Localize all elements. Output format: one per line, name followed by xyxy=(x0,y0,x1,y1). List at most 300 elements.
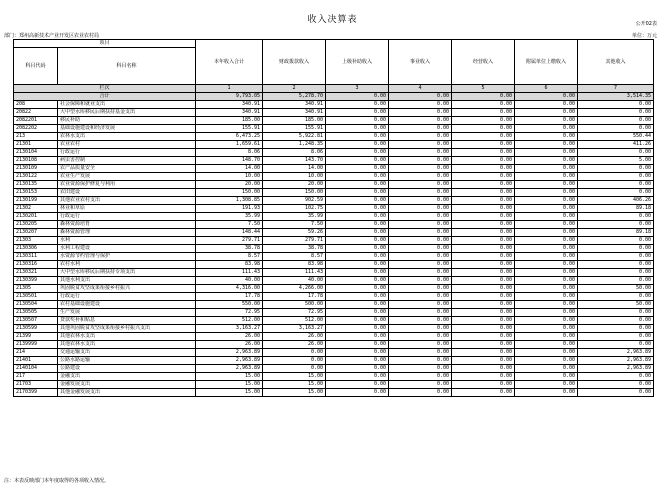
row-value: 0.00 xyxy=(452,189,515,197)
row-value: 26.00 xyxy=(263,341,326,349)
row-name: 其他农林水支出 xyxy=(58,341,196,349)
row-value: 0.00 xyxy=(326,309,389,317)
total-label: 合计 xyxy=(14,93,196,101)
row-name: 森林资源管理 xyxy=(58,229,196,237)
row-value: 0.00 xyxy=(326,141,389,149)
row-value: 155.91 xyxy=(263,125,326,133)
row-value: 0.00 xyxy=(515,293,578,301)
row-value: 59.26 xyxy=(263,229,326,237)
row-value: 0.00 xyxy=(578,389,654,397)
row-code: 2130399 xyxy=(14,277,58,285)
row-value: 0.00 xyxy=(452,285,515,293)
row-name: 病虫害控制 xyxy=(58,157,196,165)
row-value: 15.00 xyxy=(263,381,326,389)
row-value: 0.00 xyxy=(389,285,452,293)
row-value: 150.00 xyxy=(263,189,326,197)
row-code: 2130306 xyxy=(14,245,58,253)
row-value: 150.00 xyxy=(196,189,263,197)
row-value: 0.00 xyxy=(452,237,515,245)
row-value: 0.00 xyxy=(578,181,654,189)
table-row xyxy=(14,141,654,149)
row-name: 水利 xyxy=(58,237,196,245)
row-value: 0.00 xyxy=(578,221,654,229)
row-value: 0.00 xyxy=(389,213,452,221)
row-name: 农业生产发展 xyxy=(58,173,196,181)
row-name: 交通运输支出 xyxy=(58,349,196,357)
row-code: 214 xyxy=(14,349,58,357)
row-value: 0.00 xyxy=(452,277,515,285)
row-value: 0.00 xyxy=(578,173,654,181)
row-value: 102.75 xyxy=(263,205,326,213)
row-value: 0.00 xyxy=(389,317,452,325)
row-value: 0.00 xyxy=(515,389,578,397)
table-row xyxy=(14,189,654,197)
col-num: 1 xyxy=(196,85,263,93)
row-value: 0.00 xyxy=(515,285,578,293)
table-row xyxy=(14,317,654,325)
row-value: 0.00 xyxy=(515,141,578,149)
row-value: 15.00 xyxy=(263,389,326,397)
row-name: 农村基础设施建设 xyxy=(58,301,196,309)
row-value: 0.00 xyxy=(389,229,452,237)
row-name: 农业资源保护修复与利用 xyxy=(58,181,196,189)
row-value: 0.00 xyxy=(578,117,654,125)
row-value: 0.00 xyxy=(452,373,515,381)
table-row xyxy=(14,285,654,293)
row-value: 0.00 xyxy=(452,229,515,237)
row-value: 15.00 xyxy=(196,381,263,389)
row-value: 0.00 xyxy=(578,149,654,157)
row-value: 8.06 xyxy=(196,149,263,157)
row-value: 0.00 xyxy=(389,181,452,189)
row-value: 89.18 xyxy=(578,205,654,213)
row-value: 191.93 xyxy=(196,205,263,213)
header-col-affiliated: 附属单位上缴收入 xyxy=(515,40,578,85)
row-code: 21303 xyxy=(14,237,58,245)
header-code: 科目代码 xyxy=(14,48,58,85)
row-value: 0.00 xyxy=(452,165,515,173)
row-value: 0.00 xyxy=(389,189,452,197)
row-value: 0.00 xyxy=(326,213,389,221)
row-value: 83.98 xyxy=(263,261,326,269)
row-value: 0.00 xyxy=(578,293,654,301)
row-value: 0.00 xyxy=(452,109,515,117)
header-col-superior: 上级补助收入 xyxy=(326,40,389,85)
row-value: 0.00 xyxy=(452,221,515,229)
table-row xyxy=(14,349,654,357)
row-value: 0.00 xyxy=(578,325,654,333)
header-col-total: 本年收入合计 xyxy=(196,40,263,85)
row-code: 2170399 xyxy=(14,389,58,397)
row-value: 111.43 xyxy=(263,269,326,277)
row-value: 0.00 xyxy=(326,133,389,141)
row-value: 0.00 xyxy=(326,109,389,117)
row-value: 0.00 xyxy=(263,357,326,365)
row-value: 0.00 xyxy=(515,309,578,317)
row-code: 2130501 xyxy=(14,293,58,301)
row-value: 406.26 xyxy=(578,197,654,205)
row-value: 0.00 xyxy=(452,101,515,109)
row-value: 0.00 xyxy=(515,373,578,381)
row-value: 0.00 xyxy=(578,253,654,261)
row-value: 40.00 xyxy=(196,277,263,285)
row-code: 21399 xyxy=(14,333,58,341)
row-value: 185.00 xyxy=(196,117,263,125)
row-name: 生产发展 xyxy=(58,309,196,317)
col-num: 5 xyxy=(452,85,515,93)
row-value: 0.00 xyxy=(452,117,515,125)
row-value: 0.00 xyxy=(452,141,515,149)
row-value: 0.00 xyxy=(578,125,654,133)
row-name: 农林水支出 xyxy=(58,133,196,141)
row-value: 148.70 xyxy=(196,157,263,165)
row-value: 7.50 xyxy=(196,221,263,229)
table-row xyxy=(14,109,654,117)
row-value: 40.00 xyxy=(263,277,326,285)
row-value: 0.00 xyxy=(389,141,452,149)
row-code: 2130321 xyxy=(14,269,58,277)
row-value: 0.00 xyxy=(578,165,654,173)
row-value: 0.00 xyxy=(389,157,452,165)
row-code: 2130507 xyxy=(14,317,58,325)
total-value: 3,514.35 xyxy=(578,93,654,101)
table-row xyxy=(14,341,654,349)
row-value: 411.26 xyxy=(578,141,654,149)
row-value: 0.00 xyxy=(452,317,515,325)
row-value: 0.00 xyxy=(578,373,654,381)
row-value: 0.00 xyxy=(515,109,578,117)
row-name: 行政运行 xyxy=(58,293,196,301)
row-value: 0.00 xyxy=(326,205,389,213)
row-value: 4,266.00 xyxy=(263,285,326,293)
row-value: 0.00 xyxy=(326,341,389,349)
row-value: 512.00 xyxy=(263,317,326,325)
table-row xyxy=(14,301,654,309)
row-value: 35.99 xyxy=(263,213,326,221)
row-value: 0.00 xyxy=(326,125,389,133)
row-value: 148.44 xyxy=(196,229,263,237)
row-code: 2130135 xyxy=(14,181,58,189)
table-row xyxy=(14,325,654,333)
row-value: 0.00 xyxy=(515,349,578,357)
row-value: 0.00 xyxy=(326,157,389,165)
row-code: 20822 xyxy=(14,109,58,117)
row-value: 6,473.25 xyxy=(196,133,263,141)
row-value: 35.99 xyxy=(196,213,263,221)
row-value: 0.00 xyxy=(515,189,578,197)
row-value: 340.91 xyxy=(196,109,263,117)
row-code: 2140104 xyxy=(14,365,58,373)
row-value: 0.00 xyxy=(578,189,654,197)
row-name: 贷款奖补和贴息 xyxy=(58,317,196,325)
row-value: 1,659.61 xyxy=(196,141,263,149)
row-value: 0.00 xyxy=(578,333,654,341)
row-value: 0.00 xyxy=(389,301,452,309)
row-value: 26.00 xyxy=(263,333,326,341)
row-value: 10.00 xyxy=(196,173,263,181)
row-value: 0.00 xyxy=(515,301,578,309)
table-row xyxy=(14,277,654,285)
row-code: 21401 xyxy=(14,357,58,365)
row-value: 26.00 xyxy=(196,341,263,349)
row-value: 10.00 xyxy=(263,173,326,181)
row-value: 0.00 xyxy=(389,221,452,229)
row-value: 0.00 xyxy=(452,205,515,213)
row-value: 0.00 xyxy=(515,341,578,349)
row-value: 340.91 xyxy=(263,101,326,109)
row-value: 0.00 xyxy=(326,269,389,277)
col-num: 4 xyxy=(389,85,452,93)
row-value: 0.00 xyxy=(452,325,515,333)
row-name: 其他水利支出 xyxy=(58,277,196,285)
row-code: 2130109 xyxy=(14,165,58,173)
row-value: 8.57 xyxy=(196,253,263,261)
header-name: 科目名称 xyxy=(58,48,196,85)
row-value: 0.00 xyxy=(326,237,389,245)
row-value: 512.00 xyxy=(196,317,263,325)
row-value: 0.00 xyxy=(578,341,654,349)
row-value: 0.00 xyxy=(515,277,578,285)
row-value: 0.00 xyxy=(452,293,515,301)
row-name: 水资源节约管理与保护 xyxy=(58,253,196,261)
row-code: 2130207 xyxy=(14,229,58,237)
row-value: 0.00 xyxy=(452,381,515,389)
row-name: 公路水路运输 xyxy=(58,357,196,365)
row-name: 大中型水库移民后期扶持基金支出 xyxy=(58,109,196,117)
row-code: 2130505 xyxy=(14,309,58,317)
row-value: 0.00 xyxy=(452,133,515,141)
row-value: 0.00 xyxy=(389,165,452,173)
row-code: 2130599 xyxy=(14,325,58,333)
table-row xyxy=(14,229,654,237)
row-value: 0.00 xyxy=(326,293,389,301)
row-value: 0.00 xyxy=(515,125,578,133)
row-value: 0.00 xyxy=(578,309,654,317)
row-code: 2082202 xyxy=(14,125,58,133)
row-value: 0.00 xyxy=(578,101,654,109)
department-label: 部门：郑州高新技术产业开发区农业农村局 xyxy=(4,33,100,39)
income-table xyxy=(13,39,654,397)
total-value: 5,278.70 xyxy=(263,93,326,101)
row-code: 2130153 xyxy=(14,189,58,197)
row-value: 902.59 xyxy=(263,197,326,205)
table-row xyxy=(14,101,654,109)
row-code: 208 xyxy=(14,101,58,109)
col-num: 7 xyxy=(578,85,654,93)
table-row xyxy=(14,381,654,389)
row-value: 8.57 xyxy=(263,253,326,261)
row-value: 38.78 xyxy=(196,245,263,253)
table-row xyxy=(14,213,654,221)
row-value: 0.00 xyxy=(452,333,515,341)
row-name: 移民补助 xyxy=(58,117,196,125)
row-code: 2139999 xyxy=(14,341,58,349)
table-row xyxy=(14,389,654,397)
row-code: 2130199 xyxy=(14,197,58,205)
header-col-label: 栏次 xyxy=(14,85,196,93)
row-value: 0.00 xyxy=(515,357,578,365)
row-value: 0.00 xyxy=(578,277,654,285)
row-value: 0.00 xyxy=(263,349,326,357)
row-value: 0.00 xyxy=(326,165,389,173)
row-value: 0.00 xyxy=(515,253,578,261)
row-code: 21301 xyxy=(14,141,58,149)
row-name: 林业和草原 xyxy=(58,205,196,213)
row-code: 2130104 xyxy=(14,149,58,157)
row-value: 0.00 xyxy=(389,101,452,109)
row-value: 0.00 xyxy=(515,365,578,373)
table-row xyxy=(14,253,654,261)
row-value: 0.00 xyxy=(326,117,389,125)
row-value: 0.00 xyxy=(389,237,452,245)
row-value: 550.00 xyxy=(196,301,263,309)
row-value: 15.00 xyxy=(196,373,263,381)
header-col-operating: 经营收入 xyxy=(452,40,515,85)
row-value: 0.00 xyxy=(389,173,452,181)
row-value: 0.00 xyxy=(578,317,654,325)
row-name: 其他巩固脱贫攻坚成果衔接乡村振兴支出 xyxy=(58,325,196,333)
table-row xyxy=(14,173,654,181)
row-value: 0.00 xyxy=(515,101,578,109)
row-name: 金融发展支出 xyxy=(58,381,196,389)
row-value: 0.00 xyxy=(452,341,515,349)
row-value: 0.00 xyxy=(326,277,389,285)
row-code: 21302 xyxy=(14,205,58,213)
row-code: 2082201 xyxy=(14,117,58,125)
row-name: 农产品质量安全 xyxy=(58,165,196,173)
row-value: 14.00 xyxy=(263,165,326,173)
row-value: 279.71 xyxy=(263,237,326,245)
row-value: 20.00 xyxy=(263,181,326,189)
row-value: 0.00 xyxy=(452,389,515,397)
row-value: 2,963.89 xyxy=(578,349,654,357)
row-value: 8.06 xyxy=(263,149,326,157)
row-value: 2,963.89 xyxy=(196,349,263,357)
row-value: 0.00 xyxy=(515,149,578,157)
row-value: 72.95 xyxy=(263,309,326,317)
table-row xyxy=(14,165,654,173)
total-value: 0.00 xyxy=(452,93,515,101)
total-value: 0.00 xyxy=(515,93,578,101)
row-value: 0.00 xyxy=(389,133,452,141)
row-value: 0.00 xyxy=(326,261,389,269)
row-value: 0.00 xyxy=(515,157,578,165)
table-row xyxy=(14,157,654,165)
row-value: 0.00 xyxy=(578,269,654,277)
row-value: 0.00 xyxy=(452,149,515,157)
row-value: 550.44 xyxy=(578,133,654,141)
row-code: 2130201 xyxy=(14,213,58,221)
row-value: 0.00 xyxy=(452,245,515,253)
row-code: 2130122 xyxy=(14,173,58,181)
row-value: 0.00 xyxy=(326,101,389,109)
row-name: 农业农村 xyxy=(58,141,196,149)
row-value: 0.00 xyxy=(578,213,654,221)
row-value: 0.00 xyxy=(515,229,578,237)
table-row xyxy=(14,149,654,157)
row-value: 0.00 xyxy=(452,253,515,261)
row-value: 0.00 xyxy=(452,173,515,181)
row-value: 5,922.81 xyxy=(263,133,326,141)
row-value: 2,963.89 xyxy=(196,365,263,373)
row-value: 0.00 xyxy=(326,189,389,197)
row-value: 0.00 xyxy=(263,365,326,373)
row-value: 0.00 xyxy=(389,109,452,117)
footnote: 注：本表反映部门本年度取得的各项收入情况。 xyxy=(4,478,110,484)
row-value: 38.78 xyxy=(263,245,326,253)
row-value: 0.00 xyxy=(515,205,578,213)
row-name: 行政运行 xyxy=(58,149,196,157)
row-name: 其他农业农村支出 xyxy=(58,197,196,205)
col-num: 3 xyxy=(326,85,389,93)
row-value: 14.00 xyxy=(196,165,263,173)
row-value: 0.00 xyxy=(515,381,578,389)
row-value: 0.00 xyxy=(326,149,389,157)
row-value: 0.00 xyxy=(389,349,452,357)
row-value: 0.00 xyxy=(515,325,578,333)
row-value: 0.00 xyxy=(326,349,389,357)
row-value: 0.00 xyxy=(326,221,389,229)
row-value: 0.00 xyxy=(515,237,578,245)
row-value: 2,963.89 xyxy=(196,357,263,365)
row-name: 社会保障和就业支出 xyxy=(58,101,196,109)
row-name: 大中型水库移民后期扶持专项支出 xyxy=(58,269,196,277)
row-code: 2130205 xyxy=(14,221,58,229)
row-value: 0.00 xyxy=(326,389,389,397)
row-code: 2130311 xyxy=(14,253,58,261)
row-value: 0.00 xyxy=(452,197,515,205)
unit-label: 单位：万元 xyxy=(631,33,657,39)
row-value: 0.00 xyxy=(452,261,515,269)
row-value: 0.00 xyxy=(515,197,578,205)
row-value: 0.00 xyxy=(389,261,452,269)
row-value: 0.00 xyxy=(389,117,452,125)
row-name: 农村水利 xyxy=(58,261,196,269)
row-value: 155.91 xyxy=(196,125,263,133)
row-name: 水利工程建设 xyxy=(58,245,196,253)
table-row xyxy=(14,357,654,365)
row-value: 0.00 xyxy=(326,197,389,205)
row-value: 0.00 xyxy=(578,381,654,389)
header-col-business: 事业收入 xyxy=(389,40,452,85)
row-value: 4,316.00 xyxy=(196,285,263,293)
row-value: 3,163.27 xyxy=(263,325,326,333)
form-number: 公开02表 xyxy=(635,21,657,27)
row-value: 17.78 xyxy=(196,293,263,301)
row-value: 1,308.85 xyxy=(196,197,263,205)
row-value: 0.00 xyxy=(326,285,389,293)
row-value: 0.00 xyxy=(326,365,389,373)
row-value: 0.00 xyxy=(452,301,515,309)
row-value: 0.00 xyxy=(389,341,452,349)
row-code: 2130316 xyxy=(14,261,58,269)
row-value: 0.00 xyxy=(452,125,515,133)
table-row xyxy=(14,221,654,229)
table-row xyxy=(14,245,654,253)
row-value: 0.00 xyxy=(326,245,389,253)
total-value: 0.00 xyxy=(326,93,389,101)
row-value: 15.00 xyxy=(263,373,326,381)
row-value: 111.43 xyxy=(196,269,263,277)
table-row xyxy=(14,309,654,317)
table-row xyxy=(14,181,654,189)
table-body xyxy=(14,101,654,397)
row-value: 0.00 xyxy=(326,181,389,189)
row-value: 0.00 xyxy=(515,173,578,181)
row-name: 其他农林水支出 xyxy=(58,333,196,341)
row-value: 0.00 xyxy=(389,245,452,253)
total-value: 0.00 xyxy=(389,93,452,101)
